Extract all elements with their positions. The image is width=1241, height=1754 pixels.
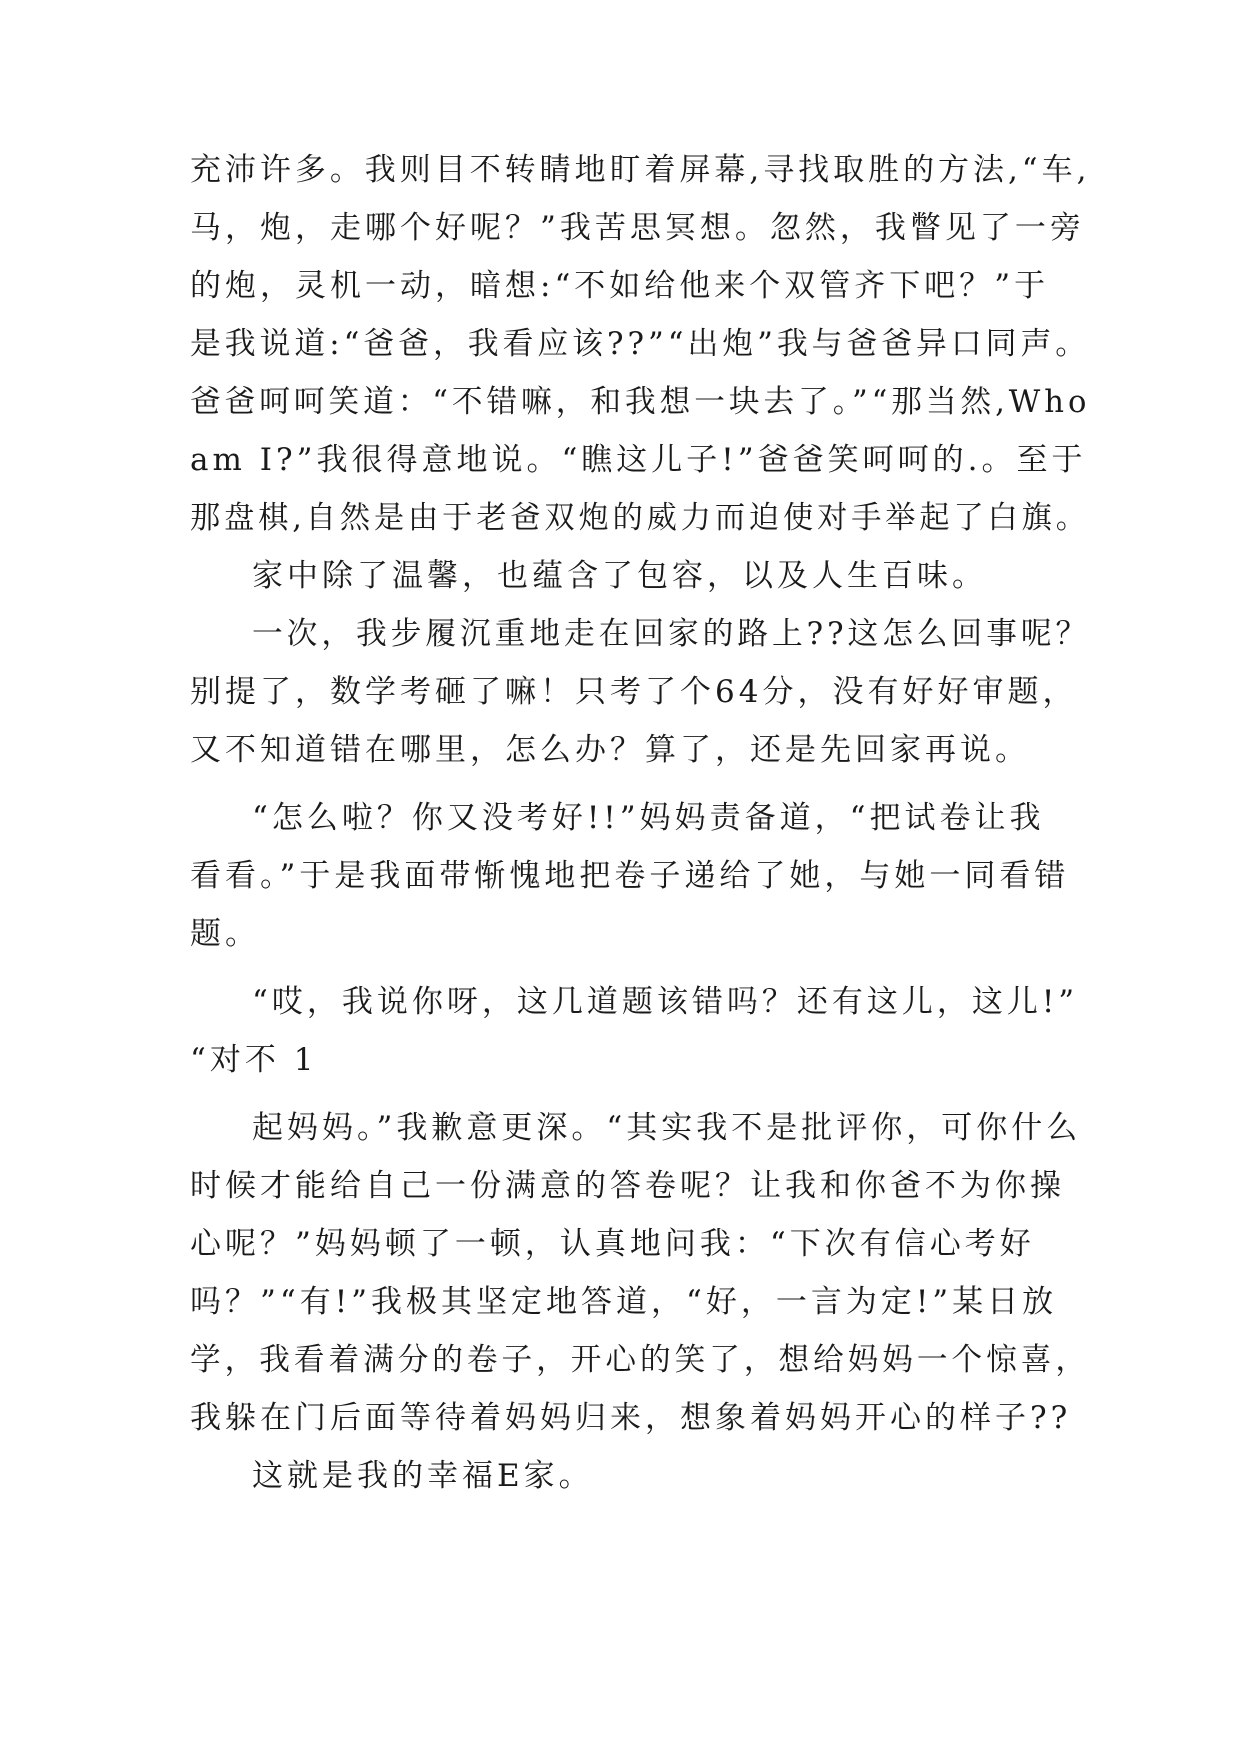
text-line-18: 时候才能给自己一份满意的答卷呢？让我和你爸不为你操 (190, 1168, 1065, 1204)
text-line-14: 题。 (190, 916, 260, 952)
text-line-4: 是我说道:“爸爸，我看应该??”“出炮”我与爸爸异口同声。 (190, 326, 1091, 362)
text-line-7: 那盘棋,自然是由于老爸双炮的威力而迫使对手举起了白旗。 (190, 500, 1090, 536)
text-line-23: 这就是我的幸福E家。 (252, 1458, 594, 1494)
text-line-19: 心呢？”妈妈顿了一顿，认真地问我：“下次有信心考好 (190, 1226, 1035, 1262)
text-line-8: 家中除了温馨，也蕴含了包容，以及人生百味。 (252, 558, 987, 594)
text-line-21: 学，我看着满分的卷子，开心的笑了，想给妈妈一个惊喜， (190, 1342, 1090, 1378)
text-line-3: 的炮，灵机一动，暗想:“不如给他来个双管齐下吧？”于 (190, 268, 1050, 304)
text-line-12: “怎么啦？你又没考好!!”妈妈责备道，“把试卷让我 (252, 800, 1045, 836)
text-line-13: 看看。”于是我面带惭愧地把卷子递给了她，与她一同看错 (190, 858, 1070, 894)
text-line-1: 充沛许多。我则目不转睛地盯着屏幕,寻找取胜的方法,“车, (190, 152, 1091, 188)
text-line-10: 别提了，数学考砸了嘛！只考了个64分，没有好好审题， (190, 674, 1078, 710)
text-line-2: 马，炮，走哪个好呢？”我苦思冥想。忽然，我瞥见了一旁 (190, 210, 1085, 246)
text-line-16: “对不 1 (190, 1042, 318, 1078)
text-line-20: 吗？”“有!”我极其坚定地答道，“好，一言为定!”某日放 (190, 1284, 1058, 1320)
text-line-9: 一次，我步履沉重地走在回家的路上??这怎么回事呢？ (252, 616, 1091, 652)
text-line-22: 我躲在门后面等待着妈妈归来，想象着妈妈开心的样子?? (190, 1400, 1072, 1436)
text-line-15: “哎，我说你呀，这几道题该错吗？还有这儿，这儿!” (252, 984, 1079, 1020)
text-line-5: 爸爸呵呵笑道：“不错嘛，和我想一块去了。”“那当然,Who (190, 384, 1091, 420)
text-line-17: 起妈妈。”我歉意更深。“其实我不是批评你，可你什么 (252, 1110, 1082, 1146)
text-line-11: 又不知道错在哪里，怎么办？算了，还是先回家再说。 (190, 732, 1030, 768)
text-line-6: am I?”我很得意地说。“瞧这儿子!”爸爸笑呵呵的.。至于 (190, 442, 1087, 478)
